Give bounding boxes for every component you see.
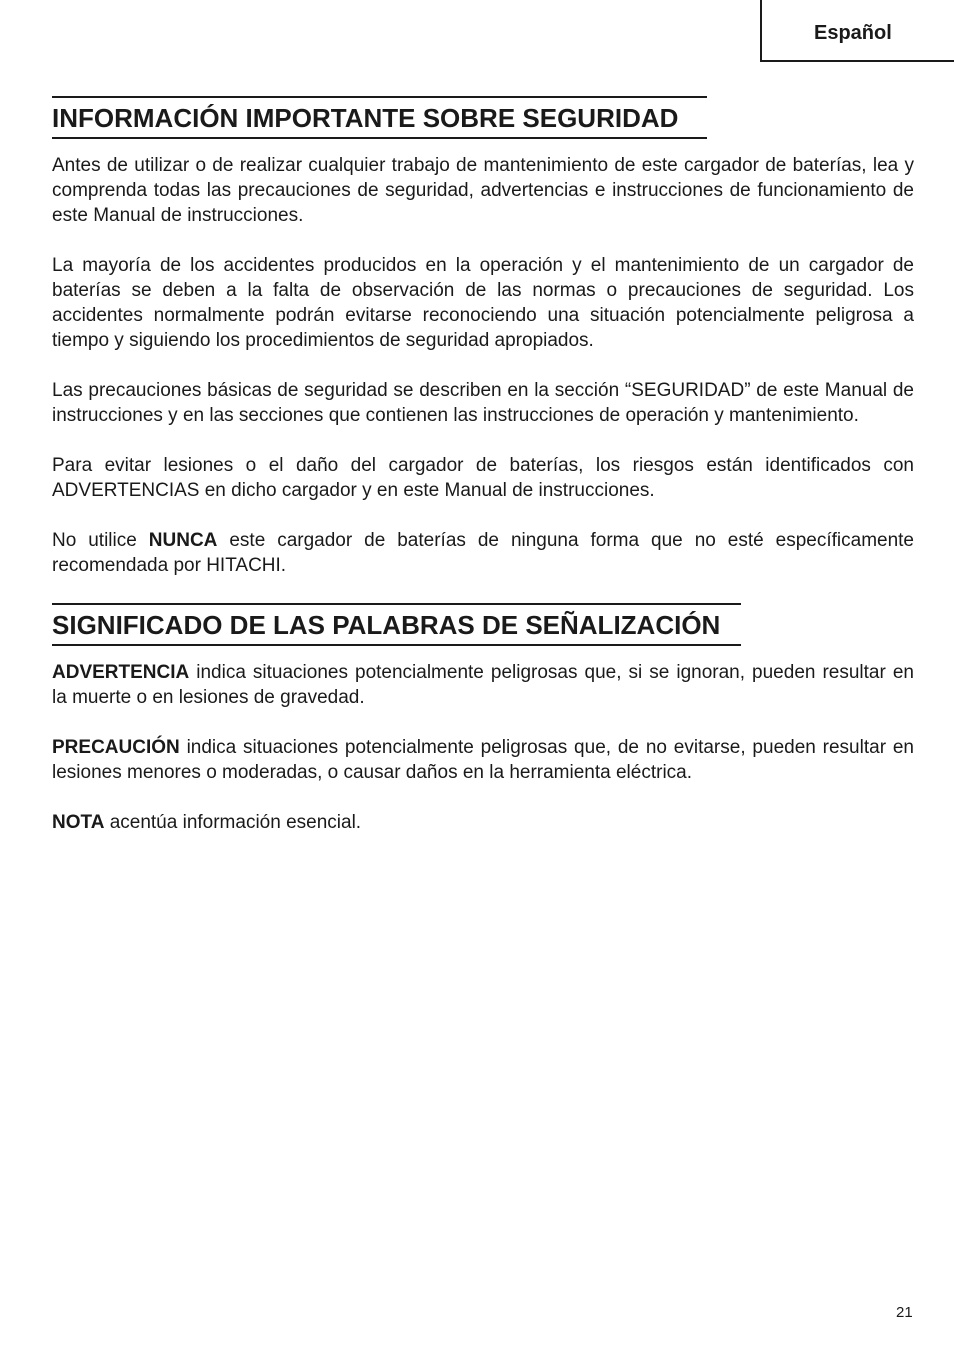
term-advertencia: ADVERTENCIA [52,662,190,683]
paragraph-basic-precautions: Las precauciones básicas de seguridad se describen en la sección “SEGURIDAD” de este Manual de instrucciones y en las secciones que contienen las instrucciones de operación y mantenimiento. [52,380,914,426]
section-title-signal-words: SIGNIFICADO DE LAS PALABRAS DE SEÑALIZACIÓN [52,603,741,646]
paragraph-intro: Antes de utilizar o de realizar cualquier trabajo de mantenimiento de este cargador de baterías, lea y comprenda todas las precauciones de seguridad, advertencias e instrucciones de funcionamiento de este Manual de instrucciones. [52,155,914,226]
term-nota: NOTA [52,812,105,833]
section-signal-words [52,603,914,835]
paragraph-hazards: Para evitar lesiones o el daño del cargador de baterías, los riesgos están identificados con ADVERTENCIAS en dicho cargador y en este Manual de instrucciones. [52,455,914,501]
definition-nota [52,810,914,835]
language-label: Español [814,22,892,44]
language-tab [760,0,954,62]
section-safety-info [52,96,914,578]
paragraph-accidents: La mayoría de los accidentes producidos en la operación y el mantenimiento de un cargador de baterías se deben a la falta de observación de las normas o precauciones de seguridad. Los accidentes normalmente podrán evitarse reconociendo una situación potencialmente peligrosa a tiempo y siguiendo los procedimientos de seguridad apropiados. [52,255,914,351]
definition-advertencia [52,660,914,710]
nunca-before: No utilice [52,530,149,551]
definition-precaucion [52,735,914,785]
page-number: 21 [896,1304,913,1321]
paragraph-nunca [52,528,914,578]
page-content [52,96,914,860]
section-title-safety-info: INFORMACIÓN IMPORTANTE SOBRE SEGURIDAD [52,96,707,139]
nunca-after: este cargador de baterías de ninguna forma que no esté específicamente recomendada por HITACHI. [52,530,914,576]
definition-text-nota: acentúa información esencial. [104,812,362,833]
definition-text-precaucion: indica situaciones potencialmente peligrosas que, de no evitarse, pueden resultar en lesiones menores o moderadas, o causar daños en la herramienta eléctrica. [52,737,914,783]
definition-text-advertencia: indica situaciones potencialmente peligrosas que, si se ignoran, pueden resultar en la muerte o en lesiones de gravedad. [52,662,914,708]
term-precaucion: PRECAUCIÓN [52,737,180,758]
nunca-keyword: NUNCA [148,530,218,551]
